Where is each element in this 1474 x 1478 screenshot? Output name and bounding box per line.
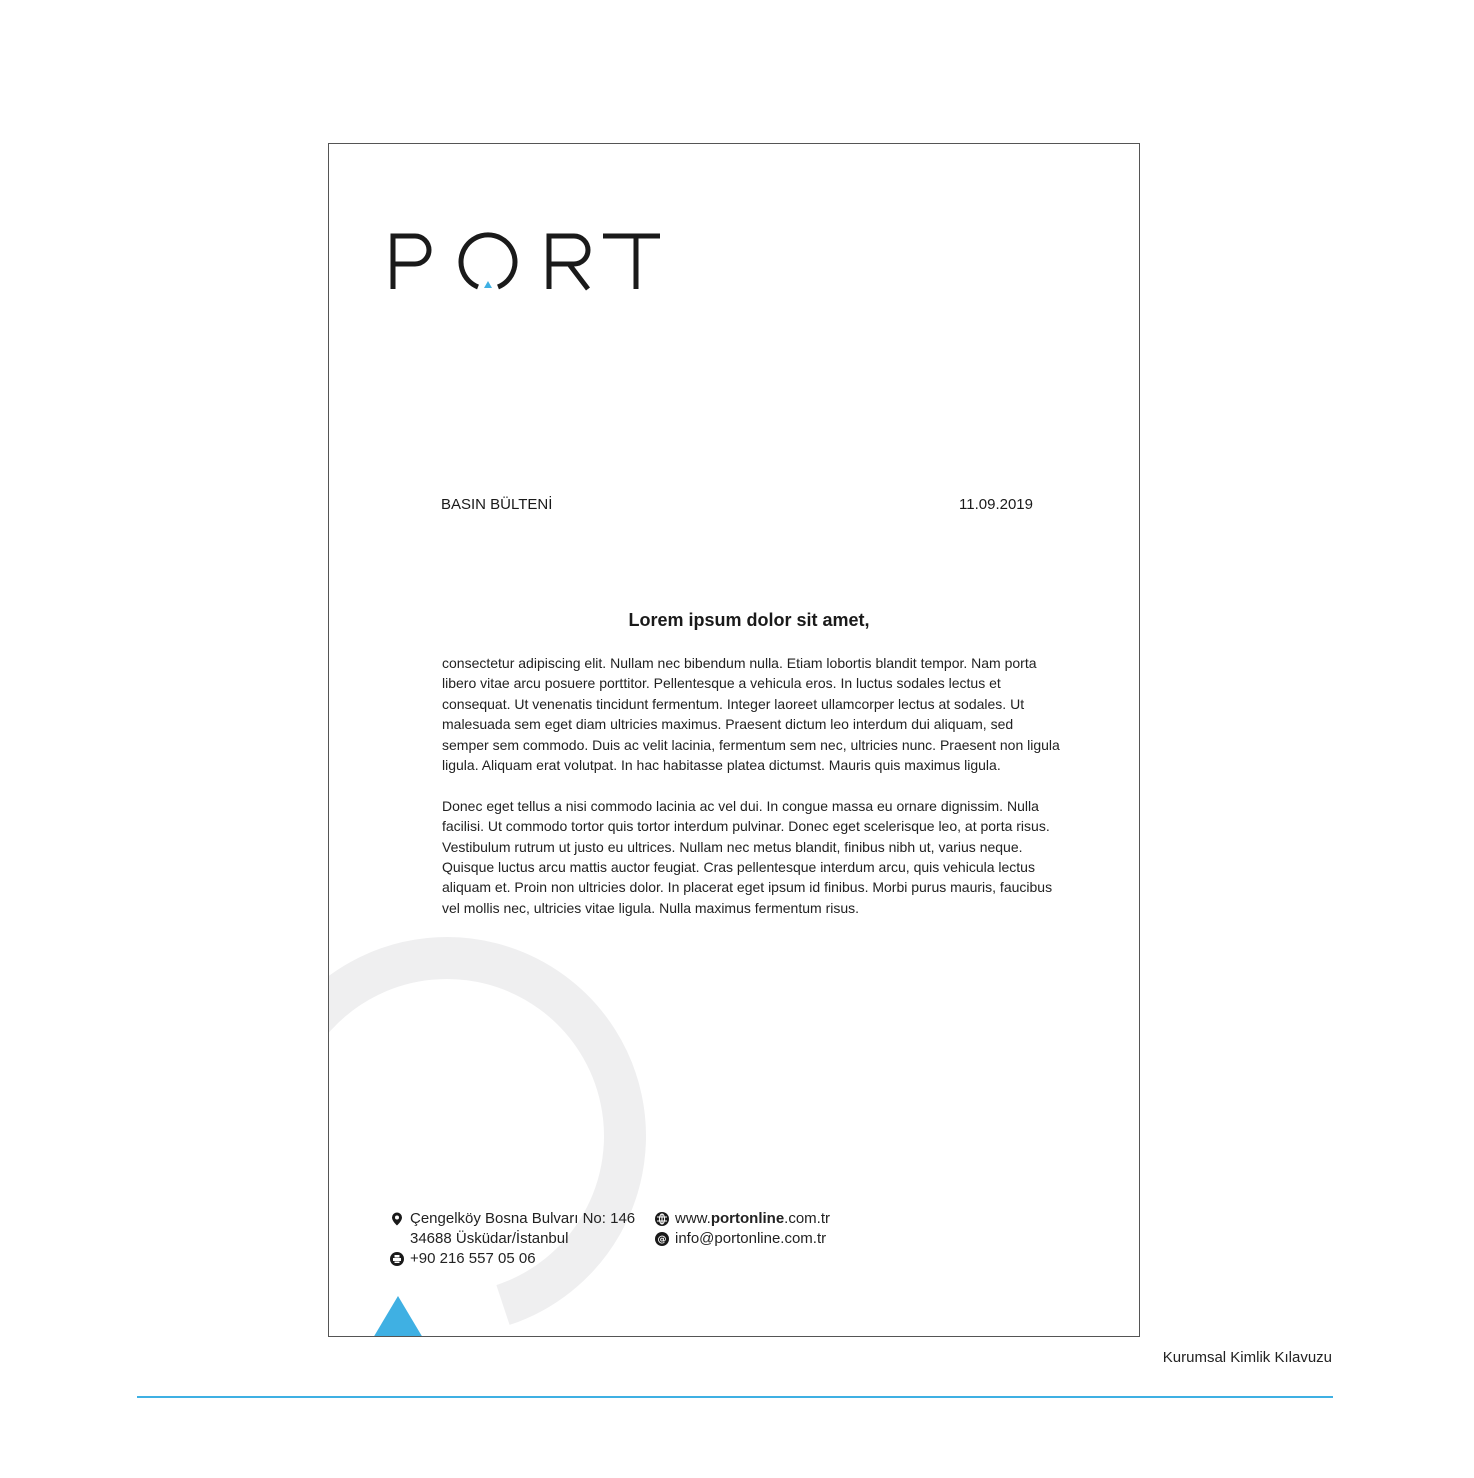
website-prefix: www. (675, 1210, 711, 1227)
letterhead-page (328, 143, 1140, 1337)
footer-divider (137, 1396, 1333, 1398)
document-date: 11.09.2019 (959, 496, 1033, 513)
contact-address-block (390, 1209, 635, 1269)
letter-title: Lorem ipsum dolor sit amet, (628, 610, 870, 630)
globe-icon (655, 1212, 669, 1226)
address-row-2 (390, 1229, 635, 1249)
letter-body (442, 653, 1062, 939)
email-row (655, 1229, 830, 1249)
email-link[interactable]: info@portonline.com.tr (675, 1230, 827, 1247)
address-line-1: Çengelköy Bosna Bulvarı No: 146 (410, 1210, 636, 1227)
address-row (390, 1209, 635, 1229)
address-line-2: 34688 Üsküdar/İstanbul (410, 1230, 569, 1247)
document-type-label: BASIN BÜLTENİ (441, 496, 553, 513)
body-paragraph: consectetur adipiscing elit. Nullam nec bibendum nulla. Etiam lobortis blandit tempor. Nam porta libero vitae arcu posuere porttitor. Pellentesque a vehicula eros. In luctus sodales lectus et consequat. Ut venenatis tincidunt fermentum. Integer laoreet ullamcorper lectus at sodales. Ut malesuada sem eget diam ultricies maximus. Praesent dictum leo interdum dui aliquam, sed semper sem commodo. Duis ac velit lacinia, fermentum sem nec, ultricies nunc. Praesent non ligula ligula. Aliquam erat volutpat. In hac habitasse platea dictumst. Mauris quis maximus ligula. (442, 655, 1060, 774)
at-icon (655, 1232, 669, 1246)
port-logo (389, 232, 669, 292)
website-suffix: .com.tr (784, 1210, 831, 1227)
website-row (655, 1209, 830, 1229)
fax-number: +90 216 557 05 06 (410, 1250, 536, 1267)
website-name: portonline (710, 1210, 785, 1227)
guide-footer-label: Kurumsal Kimlik Kılavuzu (1162, 1349, 1332, 1366)
fax-icon (390, 1252, 404, 1266)
body-paragraph: Donec eget tellus a nisi commodo lacinia ac vel dui. In congue massa eu ornare dignissim. Nulla facilisi. Ut commodo tortor quis tortor interdum pulvinar. Donec eget scelerisque leo, at porta risus. Vestibulum rutrum ut justo eu ultrices. Nullam nec metus blandit, finibus nibh ut, varius neque. Quisque luctus arcu mattis auctor feugiat. Cras pellentesque interdum arcu, quis vehicula lectus aliquam et. Proin non ultricies dolor. In placerat eget ipsum id finibus. Morbi purus mauris, faucibus vel mollis nec, ultricies vitae ligula. Nulla maximus fermentum risus. (442, 797, 1053, 916)
contact-online-block (655, 1209, 830, 1249)
fax-row (390, 1249, 635, 1269)
website-link[interactable] (675, 1209, 830, 1229)
svg-text:@: @ (657, 1235, 667, 1246)
corner-triangle-mark (373, 1296, 423, 1337)
location-pin-icon (390, 1212, 404, 1226)
